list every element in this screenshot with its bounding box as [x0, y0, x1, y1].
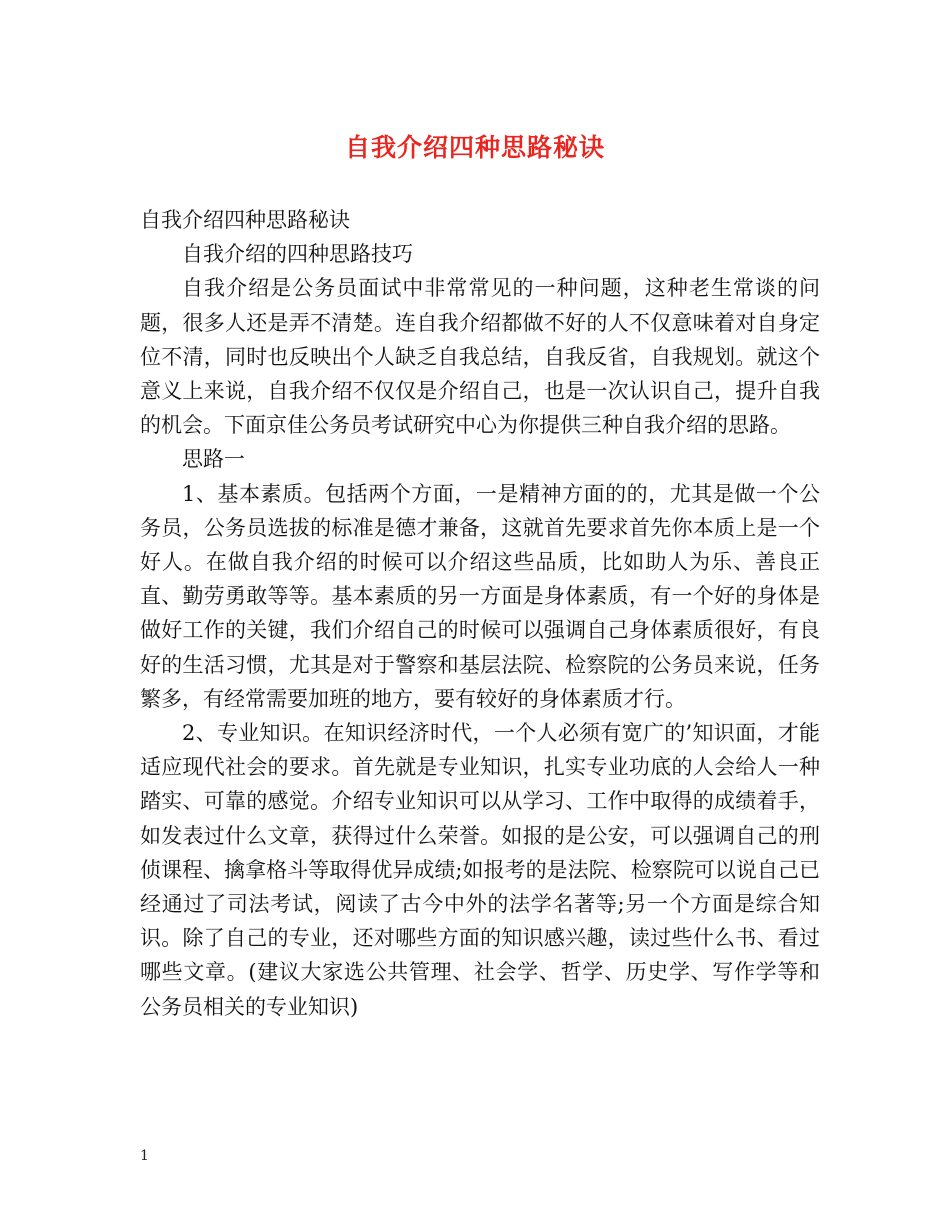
paragraph-basic-quality: 1、基本素质。包括两个方面，一是精神方面的的，尤其是做一个公务员，公务员选拔的标准是德才兼备，这就首先要求首先你本质上是一个好人。在做自我介绍的时候可以介绍这些品质，比如助人为乐、善良正直、勤劳勇敢等等。基本素质的另一方面是身体素质，有一个好的身体是做好工作的关键，我们介绍自己的时候可以强调自己身体素质很好，有良好的生活习惯，尤其是对于警察和基层法院、检察院的公务员来说，任务繁多，有经常需要加班的地方，要有较好的身体素质才行。 [140, 481, 820, 711]
paragraph-heading: 自我介绍四种思路秘诀 [140, 208, 350, 232]
page-number: 1 [140, 1148, 149, 1164]
page-title: 自我介绍四种思路秘诀 [344, 133, 605, 162]
paragraph-section-label: 思路一 [182, 447, 245, 472]
paragraph-subheading: 自我介绍的四种思路技巧 [182, 242, 413, 267]
document-body [140, 203, 820, 1024]
paragraph-professional-knowledge: 2、专业知识。在知识经济时代，一个人必须有宽广的’知识面，才能适应现代社会的要求。首先就是专业知识，扎实专业功底的人会给人一种踏实、可靠的感觉。介绍专业知识可以从学习、工作中取得的成绩着手，如发表过什么文章，获得过什么荣誉。如报的是公安，可以强调自己的刑侦课程、擒拿格斗等取得优异成绩;如报考的是法院、检察院可以说自己已经通过了司法考试，阅读了古今中外的法学名著等;另一个方面是综合知识。除了自己的专业，还对哪些方面的知识感兴趣，读过些什么书、看过哪些文章。(建议大家选公共管理、社会学、哲学、历史学、写作学等和公务员相关的专业知识) [140, 721, 820, 1019]
paragraph-intro: 自我介绍是公务员面试中非常常见的一种问题，这种老生常谈的问题，很多人还是弄不清楚。连自我介绍都做不好的人不仅意味着对自身定位不清，同时也反映出个人缺乏自我总结，自我反省，自我规划。就这个意义上来说，自我介绍不仅仅是介绍自己，也是一次认识自己，提升自我的机会。下面京佳公务员考试研究中心为你提供三种自我介绍的思路。 [140, 276, 820, 438]
